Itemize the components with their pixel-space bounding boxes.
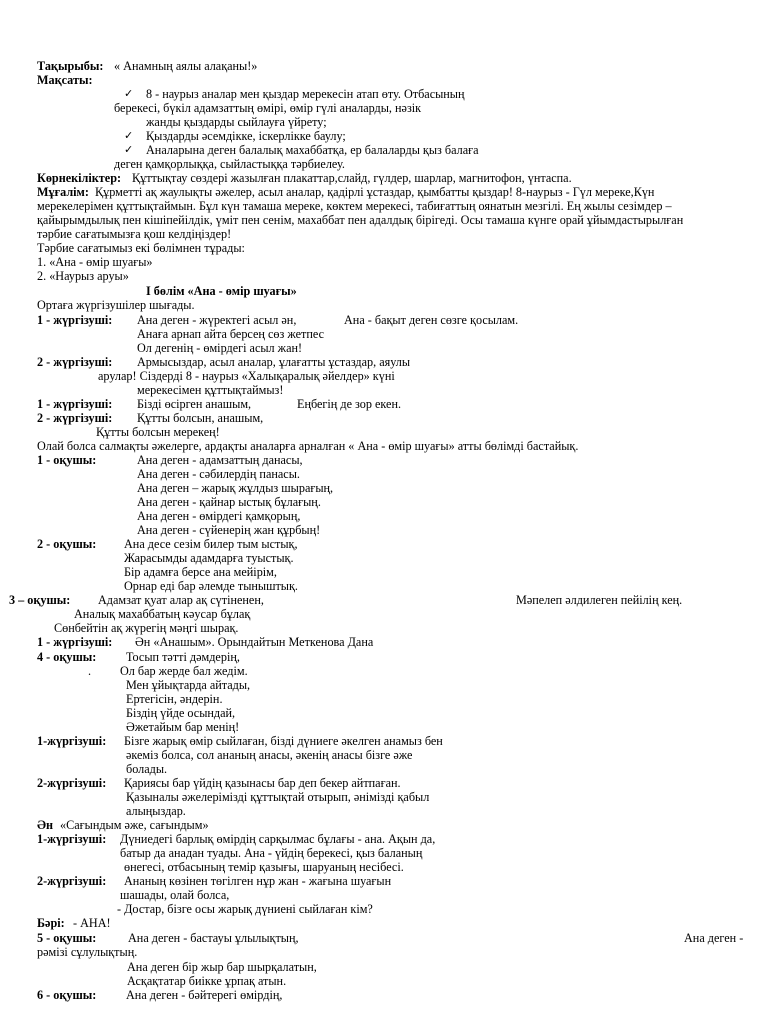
speaker-label: 1 - жүргізуші: [37, 313, 113, 327]
verse-line: Ана деген - адамзаттың данасы, [137, 453, 303, 467]
verse-line: Анаға арнап айта берсең сөз жетпес [137, 327, 324, 341]
speaker-label: 2 - жүргізуші: [37, 411, 113, 425]
paragraph: Олай болса салмақты әжелерге, ардақты аналарға арналған « Ана - өмір шуағы» атты бөлімді бастайық. [37, 439, 579, 453]
paragraph-line: батыр да анадан туады. Ана - үйдің берекесі, қыз баланың [120, 846, 423, 860]
verse-line: Асқақтатар биікке ұрпақ атын. [127, 974, 287, 988]
speaker-label: Бәрі: [37, 916, 65, 930]
topic-label: Тақырыбы: [37, 59, 104, 73]
speaker-label: 3 – оқушы: [9, 593, 71, 607]
verse-line: Ол дегенің - өмірдегі асыл жан! [137, 341, 303, 355]
verse-line: Ана десе сезім билер тым ыстық, [124, 537, 298, 551]
verse-line: мерекесімен құттықтаймыз! [137, 383, 284, 397]
verse-line: Мәпелеп әлдилеген пейілің кең. [516, 593, 683, 607]
verse-line: Ана деген - жүректегі асыл ән, [137, 313, 297, 327]
verse-line: Ана деген - [684, 931, 744, 945]
speaker-label: 2 - жүргізуші: [37, 355, 113, 369]
song-intro: Ән «Анашым». Орындайтын Меткенова Дана [135, 635, 374, 649]
verse-line: Мен ұйықтарда айтады, [126, 678, 251, 692]
verse-line: Ана деген - бастауы ұлылықтың, [128, 931, 299, 945]
speaker-label: 2-жүргізуші: [37, 874, 107, 888]
verse-line: Еңбегің де зор екен. [297, 397, 402, 411]
song-title: «Сағындым әже, сағындым» [60, 818, 209, 832]
verse-line: рәмізі сұлулықтың. [37, 945, 138, 959]
goal-line: Аналарына деген балалық махаббатқа, ер балаларды қыз балаға [146, 143, 479, 157]
goal-line: Қыздарды әсемдікке, іскерлікке баулу; [146, 129, 346, 143]
speaker-label: 1-жүргізуші: [37, 832, 107, 846]
speaker-label: 1 - оқушы: [37, 453, 97, 467]
verse-line: Әжетайым бар менің! [126, 720, 240, 734]
speaker-label: 1-жүргізуші: [37, 734, 107, 748]
verse-line: Тосып тәтті дәмдерің, [126, 650, 240, 664]
paragraph-line: Қариясы бар үйдің қазынасы бар деп бекер айтпаған. [124, 776, 401, 790]
teacher-text: тәрбие сағатымызға қош келдіңіздер! [37, 227, 232, 241]
check-icon: ✓ [124, 87, 134, 100]
section-heading: І бөлім «Ана - өмір шуағы» [146, 284, 297, 298]
verse-line: Ана деген – жарық жұлдыз шырағың, [137, 481, 334, 495]
verse-line: Ана деген - сәбилердің панасы. [137, 467, 300, 481]
verse-line: Бізді өсірген анашым, [137, 397, 252, 411]
goal-line: 8 - наурыз аналар мен қыздар мерекесін атап өту. Отбасының [146, 87, 465, 101]
verse-line: Орнар еді бар әлемде тыныштық. [124, 579, 298, 593]
verse-line: Ертегісін, әндерін. [126, 692, 223, 706]
stray-dot: . [88, 664, 92, 678]
verse-line: Ана деген - сүйенерің жан құрбың! [137, 523, 321, 537]
goals-label: Мақсаты: [37, 73, 93, 87]
goal-line: берекесі, бүкіл адамзаттың өмірі, өмір гүлі аналарды, нәзік [114, 101, 422, 115]
visual-label: Көрнекіліктер: [37, 171, 122, 185]
verse-line: Біздің үйде осындай, [126, 706, 236, 720]
verse-line: Аналық махаббатың кәусар бұлақ [74, 607, 251, 621]
check-icon: ✓ [124, 143, 134, 156]
part-item: 1. «Ана - өмір шуағы» [37, 255, 153, 269]
speaker-label: 4 - оқушы: [37, 650, 97, 664]
visual-value: Құттықтау сөздері жазылған плакаттар,слайд, гүлдер, шарлар, магнитофон, үнтаспа. [132, 171, 572, 185]
verse-line: Ана деген - қайнар ыстық бұлағың. [137, 495, 321, 509]
paragraph-line: Ананың көзінен төгілген нұр жан - жағына шуағын [124, 874, 392, 888]
teacher-text: қайырымдылық пен кішіпейілдік, үміт пен сенім, махаббат пен адалдық бірігеді. Осы тамаша күнге орай ұйымдастырылған [37, 213, 684, 227]
paragraph-line: Қазыналы әжелерімізді құттықтай отырып, әнімізді қабыл [126, 790, 430, 804]
topic-value: « Анамның аялы алақаны!» [114, 59, 258, 73]
verse-line: Ана деген - өмірдегі қамқорың, [137, 509, 301, 523]
parts-intro: Тәрбие сағатымыз екі бөлімнен тұрады: [37, 241, 245, 255]
verse-line: Ол бар жерде бал жедім. [120, 664, 248, 678]
paragraph-line: Дүниедегі барлық өмірдің сарқылмас бұлағы - ана. Ақын да, [120, 832, 436, 846]
paragraph-line: өнегесі, отбасының темір қазығы, шаруаның несібесі. [124, 860, 404, 874]
verse-line: арулар! Сіздерді 8 - наурыз «Халықаралық әйелдер» күні [98, 369, 395, 383]
speaker-label: 6 - оқушы: [37, 988, 97, 1002]
verse-line: Құтты болсын, анашым, [137, 411, 264, 425]
verse-line: Сөнбейтін ақ жүрегің мәңгі шырақ. [54, 621, 239, 635]
verse-line: Армысыздар, асыл аналар, ұлағатты ұстаздар, аяулы [137, 355, 411, 369]
part-item: 2. «Наурыз аруы» [37, 269, 129, 283]
paragraph-line: Бізге жарық өмір сыйлаған, бізді дүниеге әкелген анамыз бен [124, 734, 443, 748]
teacher-label: Мұғалім: [37, 185, 89, 199]
all-response: - АНА! [73, 916, 111, 930]
speaker-label: 1 - жүргізуші: [37, 635, 113, 649]
check-icon: ✓ [124, 129, 134, 142]
paragraph-line: алыңыздар. [126, 804, 186, 818]
verse-line: Ана - бақыт деген сөзге қосылам. [344, 313, 519, 327]
verse-line: Жарасымды адамдарға туыстық. [124, 551, 294, 565]
song-label: Ән [37, 818, 54, 832]
goal-line: жанды қыздарды сыйлауға үйрету; [146, 115, 327, 129]
speaker-label: 2-жүргізуші: [37, 776, 107, 790]
verse-line: Бір адамға берсе ана мейірім, [124, 565, 277, 579]
verse-line: Ана деген - бәйтерегі өмірдің, [126, 988, 283, 1002]
paragraph-line: әкеміз болса, сол ананың анасы, әкенің анасы бізге әже [126, 748, 413, 762]
teacher-text: мерекелерімен құттықтаймын. Бұл күн тамаша мереке, көктем мерекесі, табиғаттың оянатын мезгілі. Ең жылы сезімдер – [37, 199, 672, 213]
speaker-label: 5 - оқушы: [37, 931, 97, 945]
goal-line: деген қамқорлыққа, сыйластыққа тәрбиелеу. [114, 157, 345, 171]
speaker-label: 2 - оқушы: [37, 537, 97, 551]
verse-line: Ана деген бір жыр бар шырқалатын, [127, 960, 317, 974]
paragraph-line: шашады, олай болса, [120, 888, 230, 902]
stage-direction: Ортаға жүргізушілер шығады. [37, 298, 195, 312]
verse-line: Құтты болсын мерекең! [96, 425, 220, 439]
paragraph-line: болады. [126, 762, 168, 776]
verse-line: Адамзат қуат алар ақ сүтіненен, [98, 593, 264, 607]
paragraph-line: - Достар, бізге осы жарық дүниені сыйлаған кім? [117, 902, 373, 916]
teacher-text: Құрметті ақ жаулықты әжелер, асыл аналар, қадірлі ұстаздар, қымбатты қыздар! 8-наурыз - Гүл мереке,Күн [95, 185, 655, 199]
speaker-label: 1 - жүргізуші: [37, 397, 113, 411]
